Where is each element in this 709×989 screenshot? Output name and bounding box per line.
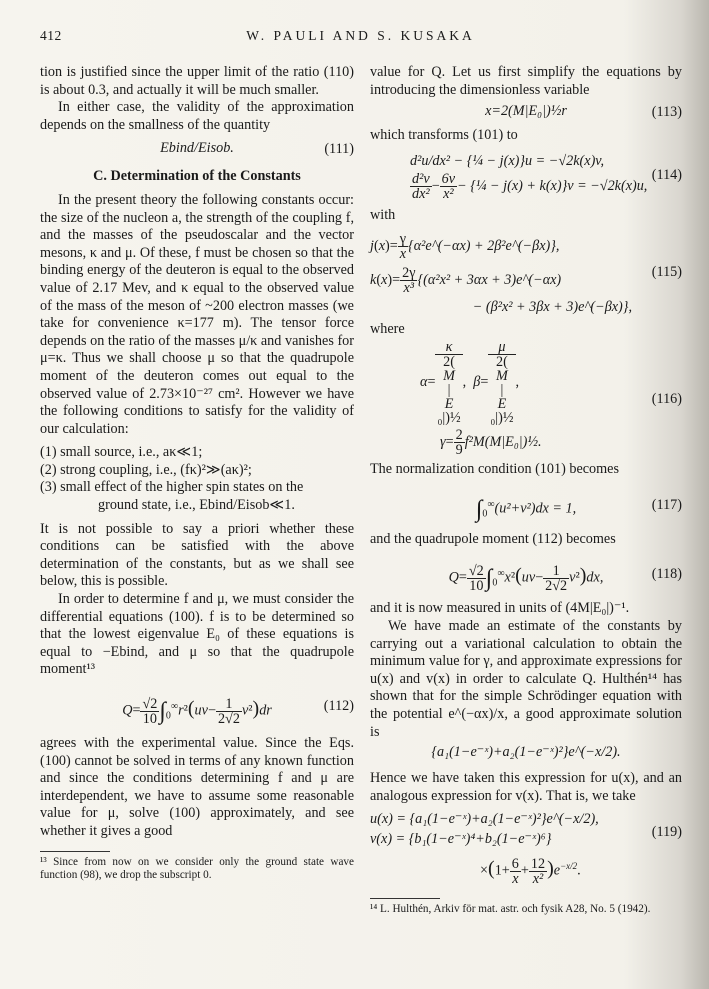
equation-117 (370, 487, 682, 523)
equation-number: (118) (651, 566, 682, 583)
equation-line: j(x)= $\frac{\gamma}{x}$ {α²e^(−αx) + 2β²e^(−βx)}, (370, 230, 560, 262)
paragraph: We have made an estimate of the constants by carrying out a variational calculation to obtain the minimum value for γ, and approximate expressions for u(x) and v(x) in order to calculate Q. Hulthén¹⁴ has shown that for the simple Schrödinger equation with the potential e^(−αx)/x, a good approximate solution is (370, 617, 682, 740)
paragraph: In either case, the validity of the approximation depends on the smallness of the quantity (40, 99, 354, 133)
equation-body: Q= $\frac{√2}{10}$ $\int_0^\infty x^2(uv-$ $\frac{1}{2√2}$ v²)dx, (448, 563, 604, 595)
equation-number: (114) (651, 167, 682, 184)
equation-body: x=2(M|E₀|)½r (485, 103, 567, 120)
left-column (40, 64, 354, 882)
paragraph: In order to determine f and μ, we must consider the differential equations (100). f is to be determined so that the lowest eigenvalue E₀ of these equations is equal to −Ebind, and μ so that the quadrupole moment¹³ (40, 591, 354, 678)
hulthen-solution (370, 744, 682, 764)
paragraph: The normalization condition (101) becomes (370, 461, 619, 478)
equation-line: $\frac{\text{d²v}}{\text{dx²}}$ − $\frac{6v}{\text{x²}}$ − {¼ − j(x) + k(x)}v = −√2k(x)u, (412, 171, 648, 203)
running-head-authors: W. PAULI AND S. KUSAKA (246, 28, 475, 43)
equation-number: (113) (651, 104, 682, 121)
equation-112 (40, 687, 354, 727)
list-item: ground state, i.e., Ebind/Eisob≪1. (98, 497, 295, 514)
paragraph: Hence we have taken this expression for u(x), and an analogous expression for v(x). That is, we take (370, 770, 682, 804)
equation-115 (370, 229, 682, 317)
footnote: ¹⁴ L. Hulthén, Arkiv för mat. astr. och fysik A28, No. 5 (1942). (370, 903, 651, 916)
equation-118 (370, 554, 682, 594)
footnote: ¹³ Since from now on we consider only the ground state wave function (98), we drop the subscript 0. (40, 855, 354, 881)
equation-116 (370, 340, 682, 459)
right-column (370, 64, 682, 916)
equation-line: α= κ 2( M | E ₀|)½ , β= μ 2( M | E ₀|)½ , (420, 339, 520, 427)
equation-number: (112) (323, 698, 354, 715)
equation-body: $\int_0^\infty(u^2+v^2)dx = 1$, (475, 496, 577, 523)
equation-line: − (β²x² + 3βx + 3)e^(−βx)}, (472, 298, 632, 315)
equation-line: v(x) = {b₁(1−e⁻ˣ)⁴+b₂(1−e⁻ˣ)⁶} (370, 831, 552, 848)
paragraph: In the present theory the following constants occur: the size of the nucleon a, the strength of the coupling f, and the masses of the pseudoscalar and the vector mesons, κ and μ. Of these, f must be chosen so that the binding energy of the deuteron is equal to the observed value of 2.17 Mev, and κ equal to the observed value of the mass of the meson of ~200 electron masses (we take for convenience κ=177 m). The tensor force depends on the ratio of the masses μ/κ and vanishes for μ=κ. Thus we shall choose μ so that the quadrupole moment of the deuteron comes out equal to the observed value of 2.73×10⁻²⁷ cm². However we have the following conditions to satisfy for the validity of our calculation: (40, 191, 354, 437)
equation-line: γ= $\frac{2}{9}$ f²M(M|E₀|)½. (440, 427, 542, 459)
page-number: 412 (40, 28, 62, 43)
equation-body: Ebind/Eisob. (160, 140, 234, 157)
footnote-rule (370, 898, 440, 899)
paragraph: with (370, 207, 396, 224)
paragraph: where (370, 320, 405, 337)
equation-line: d²u/dx² − {¼ − j(x)}u = −√2k(x)v, (410, 152, 605, 169)
footnote-rule (40, 851, 110, 852)
equation-111 (40, 140, 354, 160)
list-item: (1) small source, i.e., aκ≪1; (40, 444, 203, 461)
equation-number: (119) (651, 824, 682, 841)
equation-number: (115) (651, 263, 682, 280)
equation-body: Q= $\frac{√2}{10}$ $\int_0^\infty r^2(uv-$ $\frac{1}{2√2}$ v²)dr (122, 695, 272, 727)
paragraph: and it is now measured in units of (4M|E₀|)⁻¹. (370, 600, 630, 617)
equation-113 (370, 103, 682, 123)
list-item: (3) small effect of the higher spin states on the (40, 479, 304, 496)
section-heading: C. Determination of the Constants (93, 168, 301, 185)
paragraph: agrees with the experimental value. Since the Eqs. (100) cannot be solved in terms of any known function and since the conditions determining f and μ are interdependent, we have to assume some reasonable value for μ, solve (100) approximately, and see whether it gives a good (40, 735, 354, 839)
equation-line: ×(1+ $\frac{6}{x}$ + $\frac{12}{\text{x²}}$ )$e^{-x/2}$. (480, 856, 581, 888)
equation-119 (370, 809, 682, 888)
equation-number: (116) (651, 390, 682, 407)
equation-number: (117) (651, 496, 682, 513)
paragraph: value for Q. Let us first simplify the equations by introducing the dimensionless variable (370, 64, 682, 98)
conditions-list (40, 444, 354, 514)
paragraph: which transforms (101) to (370, 127, 518, 144)
equation-number: (111) (324, 141, 354, 158)
paragraph: tion is justified since the upper limit of the ratio (110) is about 0.3, and actually it will be much smaller. (40, 64, 354, 98)
list-item: (2) strong coupling, i.e., (fκ)²≫(aκ)²; (40, 461, 252, 478)
equation-line: k(x)= $\frac{2\gamma}{\text{x³}}$ {(α²x² + 3αx + 3)e^(−αx) (370, 264, 562, 296)
paragraph: It is not possible to say a priori whether these conditions can be satisfied with the above determination of the constants, but as we shall see below, this is possible. (40, 520, 354, 590)
equation-114 (370, 151, 682, 201)
running-header (40, 28, 681, 48)
equation-body: {a₁(1−e⁻ˣ)+a₂(1−e⁻ˣ)²}e^(−x/2). (431, 744, 621, 761)
equation-line: u(x) = {a₁(1−e⁻ˣ)+a₂(1−e⁻ˣ)²}e^(−x/2), (370, 811, 599, 828)
paragraph: and the quadrupole moment (112) becomes (370, 530, 616, 547)
